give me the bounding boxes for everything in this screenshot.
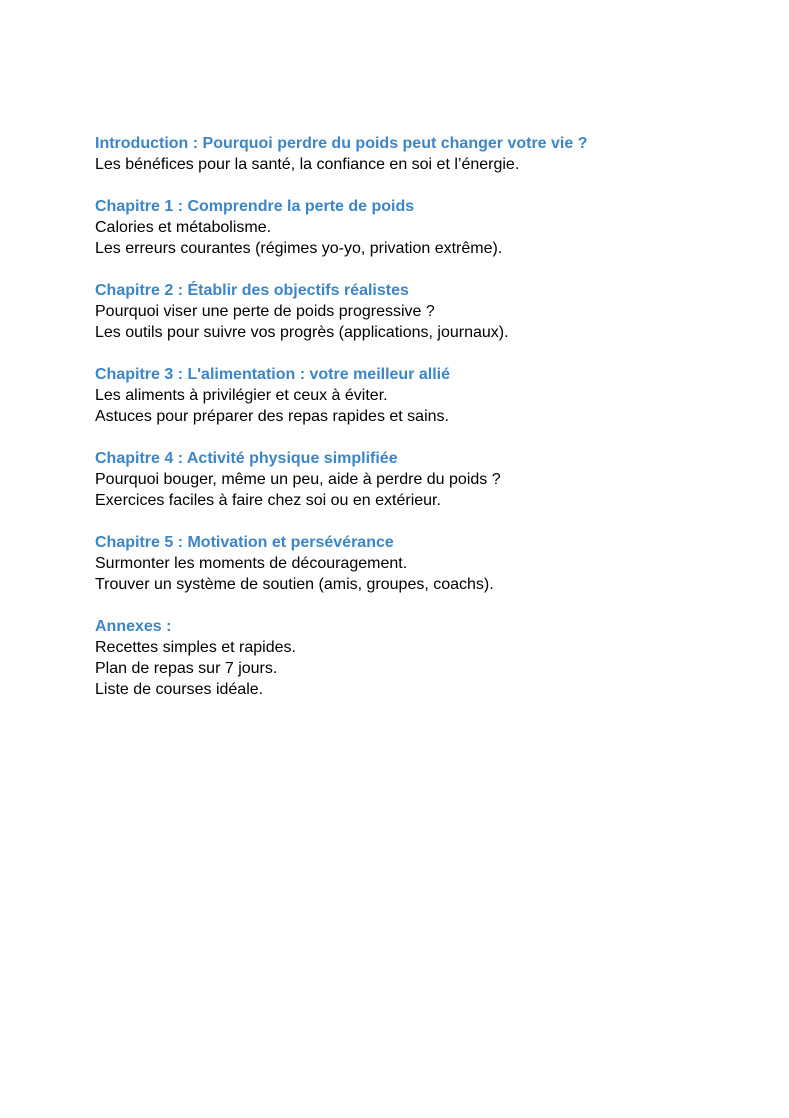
section-line: Les aliments à privilégier et ceux à éviter. [95,387,388,404]
section-line: Calories et métabolisme. [95,219,272,236]
section-line: Liste de courses idéale. [95,681,264,698]
section-line: Les outils pour suivre vos progrès (applications, journaux). [95,324,509,341]
section-line: Surmonter les moments de découragement. [95,555,408,572]
section-line: Astuces pour préparer des repas rapides et sains. [95,408,449,425]
section-line: Les bénéfices pour la santé, la confiance en soi et l’énergie. [95,156,520,173]
section-line: Pourquoi viser une perte de poids progressive ? [95,303,435,320]
section-chapitre-4 [95,448,735,511]
section-heading: Chapitre 1 : Comprendre la perte de poids [95,198,415,215]
section-heading: Introduction : Pourquoi perdre du poids peut changer votre vie ? [95,135,588,152]
section-introduction [95,133,735,175]
section-line: Trouver un système de soutien (amis, groupes, coachs). [95,576,494,593]
document-page [95,133,735,721]
section-line: Recettes simples et rapides. [95,639,296,656]
section-heading: Chapitre 2 : Établir des objectifs réalistes [95,282,409,299]
section-heading: Chapitre 4 : Activité physique simplifiée [95,450,398,467]
section-heading: Annexes : [95,618,172,635]
section-line: Exercices faciles à faire chez soi ou en extérieur. [95,492,441,509]
section-line: Les erreurs courantes (régimes yo-yo, privation extrême). [95,240,503,257]
section-heading: Chapitre 3 : L'alimentation : votre meilleur allié [95,366,450,383]
section-heading: Chapitre 5 : Motivation et persévérance [95,534,394,551]
section-chapitre-5 [95,532,735,595]
section-line: Plan de repas sur 7 jours. [95,660,278,677]
section-annexes [95,616,735,700]
section-line: Pourquoi bouger, même un peu, aide à perdre du poids ? [95,471,501,488]
section-chapitre-2 [95,280,735,343]
section-chapitre-3 [95,364,735,427]
section-chapitre-1 [95,196,735,259]
